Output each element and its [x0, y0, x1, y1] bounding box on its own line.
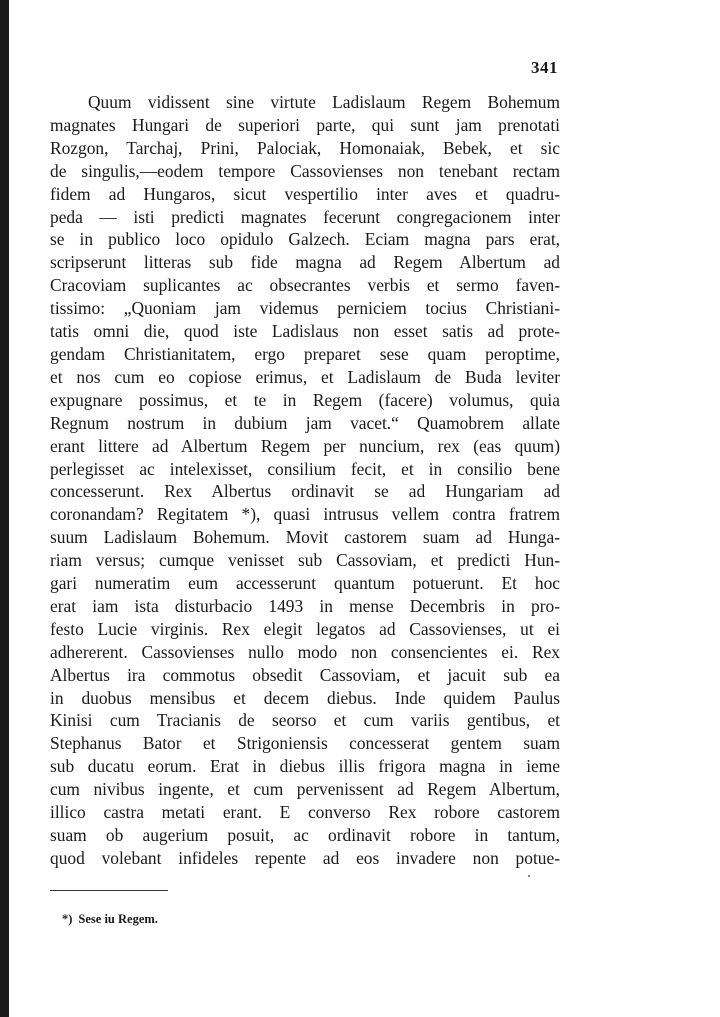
text-line: scripserunt litteras sub fide magna ad Regem Albertum ad: [50, 252, 560, 273]
text-line: tissimo: „Quoniam jam videmus perniciem tocius Christiani-: [50, 298, 560, 319]
text-line: magnates Hungari de superiori parte, qui sunt jam prenotati: [50, 114, 560, 135]
footnote: [62, 912, 158, 927]
text-line: gari numeratim eum accesserunt quantum potuerunt. Et hoc: [50, 573, 560, 594]
text-line: concesserunt. Rex Albertus ordinavit se ad Hungariam ad: [50, 481, 560, 502]
text-line: tatis omni die, quod iste Ladislaus non esset satis ad prote-: [50, 321, 560, 342]
text-line: cum nivibus ingente, et cum pervenissent ad Regem Albertum,: [50, 779, 560, 800]
text-line: perlegisset ac intelexisset, consilium fecit, et in consilio bene: [50, 458, 560, 479]
page-number: 341: [531, 58, 558, 77]
text-line: festo Lucie virginis. Rex elegit legatos ad Cassovienses, ut ei: [50, 618, 560, 639]
body-text: [50, 91, 560, 870]
footnote-rule: [50, 890, 168, 891]
text-line: Cracoviam suplicantes ac obsecrantes verbis et sermo faven-: [50, 275, 560, 296]
text-line: expugnare possimus, et te in Regem (facere) volumus, quia: [50, 389, 560, 410]
text-line: Stephanus Bator et Strigoniensis concesserat gentem suam: [50, 733, 560, 754]
text-line: coronandam? Regitatem *), quasi intrusus vellem contra fratrem: [50, 504, 560, 525]
text-line: suam ob augerium posuit, ac ordinavit robore in tantum,: [50, 825, 560, 845]
text-line: riam versus; cumque venisset sub Cassoviam, et predicti Hun-: [50, 550, 560, 571]
text-line: adhererent. Cassovienses nullo modo non consencientes ei. Rex: [50, 641, 560, 662]
text-line: se in publico loco opidulo Galzech. Eciam magna pars erat,: [50, 229, 560, 250]
text-line: gendam Christianitatem, ergo preparet sese quam peroptime,: [50, 343, 560, 364]
scan-speck: [528, 875, 530, 877]
text-line: illico castra metati erant. E converso Rex robore castorem: [50, 802, 560, 823]
footnote-mark: *): [62, 912, 73, 926]
footnote-text: Sese iu Regem.: [78, 912, 158, 926]
text-line: Quum vidissent sine virtute Ladislaum Regem Bohemum: [88, 92, 560, 112]
text-line: erat iam ista disturbacio 1493 in mense Decembris in pro-: [50, 595, 560, 616]
text-line: peda — isti predicti magnates fecerunt congregacionem inter: [50, 206, 560, 227]
text-line: fidem ad Hungaros, sicut vespertilio inter aves et quadru-: [50, 183, 560, 204]
text-line: in duobus mensibus et decem diebus. Inde quidem Paulus: [50, 687, 560, 708]
text-line: de singulis,—eodem tempore Cassovienses non tenebant rectam: [50, 160, 560, 181]
text-line: erant littere ad Albertum Regem per nuncium, rex (eas quum): [50, 435, 560, 456]
text-line: Regnum nostrum in dubium jam vacet.“ Quamobrem allate: [50, 412, 560, 433]
text-line: suum Ladislaum Bohemum. Movit castorem suam ad Hunga-: [50, 527, 560, 548]
text-line: Albertus ira commotus obsedit Cassoviam, et jacuit sub ea: [50, 664, 560, 685]
text-line: et nos cum eo copiose erimus, et Ladislaum de Buda leviter: [50, 366, 560, 387]
text-line: sub ducatu eorum. Erat in diebus illis frigora magna in ieme: [50, 756, 560, 777]
text-line: Rozgon, Tarchaj, Prini, Palociak, Homonaiak, Bebek, et sic: [50, 137, 560, 158]
text-line: quod volebant infideles repente ad eos invadere non potue-: [50, 847, 560, 868]
scan-edge-bar: [0, 0, 9, 1017]
text-line: Kinisi cum Tracianis de seorso et cum variis gentibus, et: [50, 710, 560, 731]
